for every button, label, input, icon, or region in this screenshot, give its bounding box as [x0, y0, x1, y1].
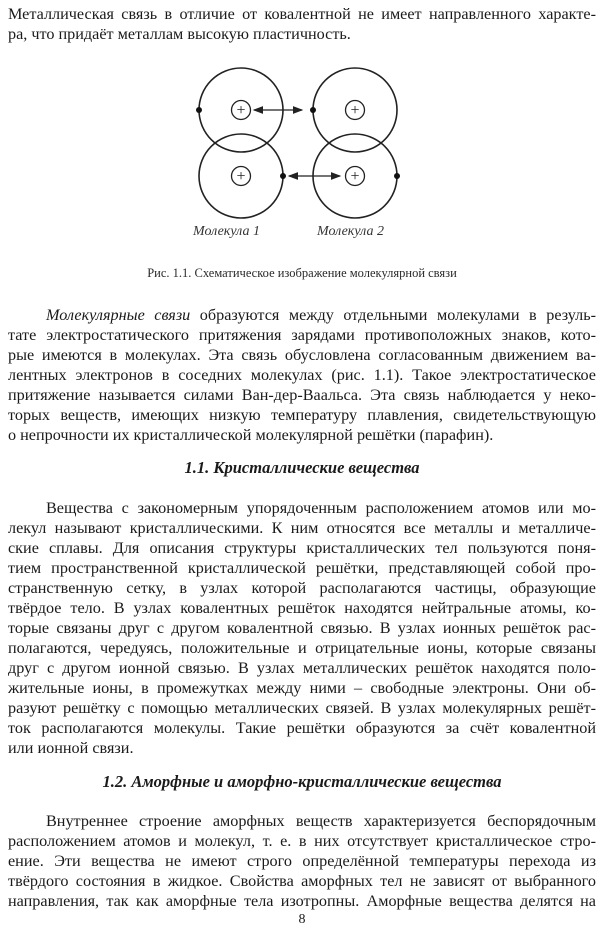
section-1-2-line: твёрдого состояния в жидкое. Свойства аморфных тел не зависят от выбранного — [8, 872, 596, 890]
section-1-1-line: ток располагаются молекулы. Такие решётки образуются за счёт ковалентной — [8, 719, 596, 737]
molecule-2-label: Молекула 2 — [317, 224, 384, 239]
molecule-2-top-atom — [310, 68, 397, 152]
electron-dot — [280, 173, 286, 179]
intro-line-2: ра, что придаёт металлам высокую пластичность. — [8, 25, 351, 43]
molecule-1-label: Молекула 1 — [193, 224, 260, 239]
electron-dot — [196, 107, 202, 113]
molecular-paragraph-line-3: рые имеются в молекулах. Эта связь обусловлена согласованным движением ва- — [8, 346, 596, 364]
plus-sign: + — [350, 168, 360, 185]
section-1-1-line: полагаются, чередуясь, положительные и отрицательные ионы, которые связаны — [8, 639, 596, 657]
molecular-paragraph-line-2: тате электростатического притяжения зарядами противоположных знаков, кото- — [8, 326, 596, 344]
molecular-paragraph-line-4: лентных электронов в соседних молекулах (рис. 1.1). Такое электростатическое — [8, 366, 596, 384]
plus-sign: + — [350, 102, 360, 119]
section-1-2-line: ение. Эти вещества не имеют строго определённой температуры перехода из — [8, 852, 596, 870]
electron-dot — [394, 173, 400, 179]
section-1-1-line: или ионной связи. — [8, 739, 134, 757]
section-1-2-line: расположением атомов и молекул, т. е. в них отсутствует кристаллическое стро- — [8, 832, 596, 850]
molecular-paragraph-line-7: о непрочности их кристаллической молекулярной решётки (парафин). — [8, 426, 494, 444]
section-1-1-heading: 1.1. Кристаллические вещества — [184, 458, 420, 477]
section-1-2-heading: 1.2. Аморфные и аморфно-кристаллические вещества — [102, 772, 502, 791]
intro-line-1: Металлическая связь в отличие от ковалентной не имеет направленного характе- — [8, 5, 596, 23]
section-1-1-line: Вещества с закономерным упорядоченным расположением атомов или мо- — [46, 499, 596, 517]
page-number: 8 — [298, 912, 306, 927]
section-1-2-line: направления, так как аморфные тела изотропны. Аморфные вещества делятся на — [8, 892, 596, 910]
section-1-1-line: лекул называют кристаллическими. К ним относятся все металлы и металличе- — [8, 519, 596, 537]
molecular-paragraph-line-6: торых веществ, имеющих низкую температуру плавления, свидетельствующую — [8, 406, 596, 424]
section-1-1-line: твёрдое тело. В узлах ковалентных решёток находятся нейтральные атомы, ко- — [8, 599, 596, 617]
molecule-1-bottom-atom — [199, 134, 286, 218]
plus-sign: + — [236, 102, 246, 119]
section-1-1-line: торые связаны друг с другом ковалентной связью. В узлах ионных решёток рас- — [8, 619, 596, 637]
figure-caption: Рис. 1.1. Схематическое изображение молекулярной связи — [147, 266, 457, 280]
molecular-bond-figure — [0, 0, 604, 270]
molecular-paragraph-line-5: притяжение называется силами Ван-дер-Ваальса. Эта связь наблюдается у неко- — [8, 386, 596, 404]
section-1-2-line: Внутреннее строение аморфных веществ характеризуется беспорядочным — [46, 812, 596, 830]
molecular-bonds-term: Молекулярные связи — [46, 306, 191, 324]
section-1-1-line: друг с другом ионной связью. В узлах металлических решёток находятся поло- — [8, 659, 596, 677]
molecular-paragraph-first-rest: образуются между отдельными молекулами в резуль- — [190, 306, 597, 324]
section-1-1-line: жительные ионы, в промежутках между ними – свободные электроны. Они об- — [8, 679, 596, 697]
molecular-paragraph-line-1 — [8, 305, 596, 325]
plus-sign: + — [236, 168, 246, 185]
electron-dot — [310, 107, 316, 113]
section-1-1-line: странственную сетку, в узлах которой располагаются частицы, образующие — [8, 579, 596, 597]
section-1-1-line: разуют решётку с помощью металлических связей. В узлах молекулярных решёт- — [8, 699, 596, 717]
section-1-1-line: тием пространственной кристаллической решётки, представляющей собой про- — [8, 559, 596, 577]
section-1-1-line: ские сплавы. Для описания структуры кристаллических тел пользуются поня- — [8, 539, 596, 557]
